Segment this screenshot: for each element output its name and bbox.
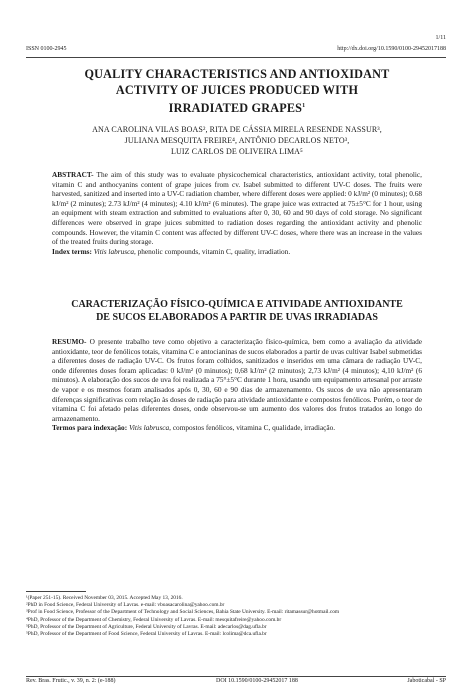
title-line-2: ACTIVITY OF JUICES PRODUCED WITH xyxy=(115,83,359,97)
index-terms-label: Index terms: xyxy=(52,246,92,256)
abstract-label: ABSTRACT- xyxy=(52,170,94,179)
authors xyxy=(40,124,434,157)
footnote: ⁴PhD, Professor of the Department of Chemistry, Federal University of Lavras. E-mail: mesquitafreire@yahoo.com.br xyxy=(26,616,282,623)
footnote: ⁵PhD, Professor of the Department of Agriculture, Federal University of Lavras. E-mail: adecarlos@dag.ufla.br xyxy=(26,623,267,630)
resumo-text: O presente trabalho teve como objetivo a caracterização físico-química, bem como a avaliação da atividade antioxidante, teor de fenólicos totais, vitamina C e antocianinas de sucos elaborados a partir de uvas cultivar Isabel submetidas a diferentes doses de radiação UV-C. Os frutos foram colhidos, sanitizados e inseridos em uma câmara de radiação UV-C, onde diferentes doses foram aplicadas: 0 kJ/m² (0 minutos); 0,68 kJ/m² (2 minutos); 2,73 kJ/m² (4 minutos); 4,10 kJ/m² (6 minutos). A elaboração dos sucos de uva foi realizada a 75°±5°C durante 1 hora, usando um equipamento artesanal por arraste de vapor e os mesmos foram analisados após 0, 30, 60 e 90 dias de armazenamento. Os sucos de uva não apresentaram diferenças significativas com relação às doses de radiação para atividade antioxidante e compostos fenólicos. Porém, o teor de vitamina C foi afetado pelas diferentes doses, onde observou-se um aumento dos valores dos frutos tratados ao longo do armazenamento. xyxy=(52,337,422,423)
footer xyxy=(26,678,446,687)
journal-citation: Rev. Bras. Frutic., v. 39, n. 2: (e-188) xyxy=(26,678,116,684)
abstract-portuguese xyxy=(52,337,422,433)
header-rule xyxy=(26,57,446,58)
footer-place: Jaboticabal - SP xyxy=(407,678,446,684)
header xyxy=(26,46,446,56)
termos-text: , compostos fenólicos, vitamina C, qualidade, irradiação. xyxy=(169,423,336,433)
authors-line-3: LUIZ CARLOS DE OLIVEIRA LIMA⁵ xyxy=(171,147,303,156)
title-footnote-mark: 1 xyxy=(302,103,306,109)
abstract-text: The aim of this study was to evaluate physicochemical characteristics, antioxidant activity, total phenolic, vitamin C and anthocyanins content of grape juices from cv. Isabel submitted to different UV-C doses. The fruits were harvested, sanitized and inserted into a UV-C radiation chamber, where different doses were applied: 0 kJ/m² (0 minutes); 0.68 kJ/m² (2 minutes); 2.73 kJ/m² (4 minutes); 4.10 kJ/m² (6 minutes). The grape juice was extracted at 75±5°C for 1 hour, using an equipment with steam extraction and submitted to evaluations after 0, 30, 60 and 90 days of cold storage. No significant differences were observed in grape juices submitted to radiation doses regarding the antioxidant activity and phenolic compounds. However, the vitamin C content was affected by different UV-C doses, where there was an increase in the values of the treated fruits during storage. xyxy=(52,170,422,247)
doi-link[interactable]: http://dx.doi.org/10.1590/0100-29452017188 xyxy=(337,46,446,52)
authors-line-1: ANA CAROLINA VILAS BOAS², RITA DE CÁSSIA MIRELA RESENDE NASSUR³, xyxy=(92,125,382,134)
portuguese-title xyxy=(40,298,434,324)
footnote: ²PhD in Food Science, Federal University of Lavras. e-mail: vboasacarolina@yahoo.com.br xyxy=(26,602,225,609)
authors-line-2: JULIANA MESQUITA FREIRE⁴, ANTÔNIO DECARLOS NETO³, xyxy=(124,136,350,145)
resumo-label: RESUMO- xyxy=(52,337,87,346)
pt-title-line-1: CARACTERIZAÇÃO FÍSICO-QUÍMICA E ATIVIDADE ANTIOXIDANTE xyxy=(71,299,403,310)
pt-title-line-2: DE SUCOS ELABORADOS A PARTIR DE UVAS IRRADIADAS xyxy=(96,312,378,323)
paper-title xyxy=(40,66,434,116)
footnote: ¹(Paper 251-15). Received November 03, 2015. Accepted May 13, 2016. xyxy=(26,595,183,601)
title-line-3-text: IRRADIATED GRAPES xyxy=(168,101,303,116)
footer-doi: DOI 10.1590/0100-29452017 188 xyxy=(216,678,298,684)
footnotes xyxy=(26,595,446,638)
title-line-1: QUALITY CHARACTERISTICS AND ANTIOXIDANT xyxy=(84,67,390,81)
abstract-english xyxy=(52,170,422,256)
footnote: ³Prof in Food Science, Professor of the Department of Technology and Social Sciences, Bahia State University. E-mail: ritamassur@hotmail.com xyxy=(26,609,340,616)
footnote-rule xyxy=(26,591,86,592)
title-line-3 xyxy=(40,98,434,116)
page-number: 1/11 xyxy=(435,35,446,41)
termos-label: Termos para indexação: xyxy=(52,423,128,433)
index-terms-species: Vitis labrusca xyxy=(93,246,134,256)
issn: ISSN 0100-2945 xyxy=(26,46,67,52)
termos-species: Vitis labrusca xyxy=(128,423,170,433)
index-terms-text: , phenolic compounds, vitamin C, quality, irradiation. xyxy=(133,246,291,256)
footnote: ⁵PhD, Professor of the Department of Food Science, Federal University of Lavras. E-mail: lcolima@dca.ufla.br xyxy=(26,631,267,638)
footer-rule xyxy=(26,676,446,677)
